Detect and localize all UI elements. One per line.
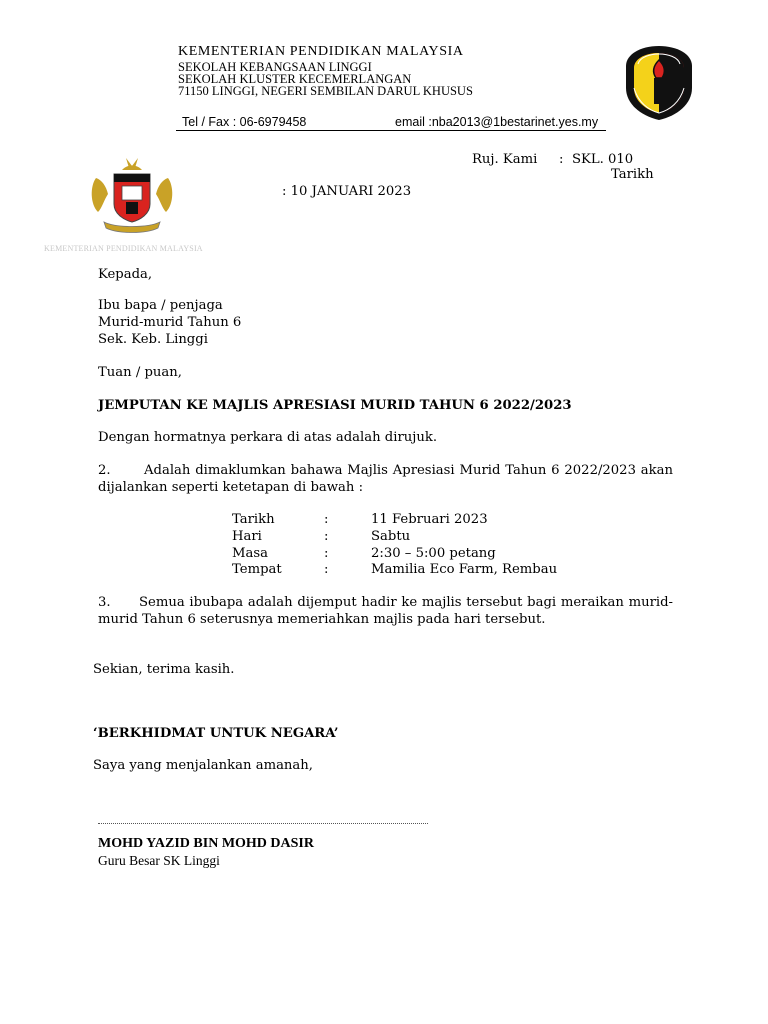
ministry-name: KEMENTERIAN PENDIDIKAN MALAYSIA <box>178 44 464 59</box>
detail-value-tempat: Mamilia Eco Farm, Rembau <box>371 562 558 577</box>
ruj-value: SKL. 010 <box>572 152 634 167</box>
detail-label-tempat: Tempat <box>232 562 282 577</box>
school-name: SEKOLAH KEBANGSAAN LINGGI <box>178 60 372 74</box>
paragraph-2-line-1: Adalah dimaklumkan bahawa Majlis Apresiasi Murid Tahun 6 2022/2023 akan <box>144 463 673 478</box>
paragraph-3-line-1: Semua ibubapa adalah dijemput hadir ke majlis tersebut bagi meraikan murid- <box>139 595 673 610</box>
salutation: Tuan / puan, <box>98 365 182 380</box>
crest-caption: KEMENTERIAN PENDIDIKAN MALAYSIA <box>44 244 203 253</box>
detail-label-tarikh: Tarikh <box>232 512 275 527</box>
detail-label-hari: Hari <box>232 529 262 544</box>
letter-date: : 10 JANUARI 2023 <box>282 184 412 199</box>
detail-colon: : <box>324 546 329 561</box>
recipient-line-1: Ibu bapa / penjaga <box>98 298 223 313</box>
paragraph-3-number: 3. <box>98 595 111 610</box>
malaysia-crest-icon <box>82 156 182 238</box>
motto: ‘BERKHIDMAT UNTUK NEGARA’ <box>93 726 339 741</box>
signature-line <box>98 823 428 824</box>
school-badge-icon <box>622 44 696 122</box>
detail-colon: : <box>324 512 329 527</box>
detail-value-masa: 2:30 – 5:00 petang <box>371 546 496 561</box>
detail-colon: : <box>324 562 329 577</box>
ruj-label: Ruj. Kami <box>472 152 538 167</box>
email-address: email :nba2013@1bestarinet.yes.my <box>395 115 599 129</box>
paragraph-2-line-2: dijalankan seperti ketetapan di bawah : <box>98 480 364 495</box>
kepada: Kepada, <box>98 267 153 282</box>
ruj-colon: : <box>559 152 564 167</box>
signatory-name: MOHD YAZID BIN MOHD DASIR <box>98 836 314 851</box>
tel-fax: Tel / Fax : 06-6979458 <box>182 115 307 129</box>
school-address: 71150 LINGGI, NEGERI SEMBILAN DARUL KHUSUS <box>178 84 473 98</box>
letterhead-divider <box>176 130 606 131</box>
paragraph-1: Dengan hormatnya perkara di atas adalah dirujuk. <box>98 430 438 445</box>
paragraph-2-number: 2. <box>98 463 111 478</box>
detail-colon: : <box>324 529 329 544</box>
detail-value-tarikh: 11 Februari 2023 <box>371 512 488 527</box>
paragraph-3-line-2: murid Tahun 6 seterusnya memeriahkan majlis pada hari tersebut. <box>98 612 546 627</box>
tarikh-label: Tarikh <box>611 167 654 182</box>
school-cluster: SEKOLAH KLUSTER KECEMERLANGAN <box>178 72 412 86</box>
signatory-title: Guru Besar SK Linggi <box>98 853 220 868</box>
amanah-line: Saya yang menjalankan amanah, <box>93 758 313 773</box>
detail-value-hari: Sabtu <box>371 529 411 544</box>
closing: Sekian, terima kasih. <box>93 662 235 677</box>
subject-line: JEMPUTAN KE MAJLIS APRESIASI MURID TAHUN 6 2022/2023 <box>98 398 572 413</box>
detail-label-masa: Masa <box>232 546 268 561</box>
recipient-line-3: Sek. Keb. Linggi <box>98 332 208 347</box>
recipient-line-2: Murid-murid Tahun 6 <box>98 315 242 330</box>
